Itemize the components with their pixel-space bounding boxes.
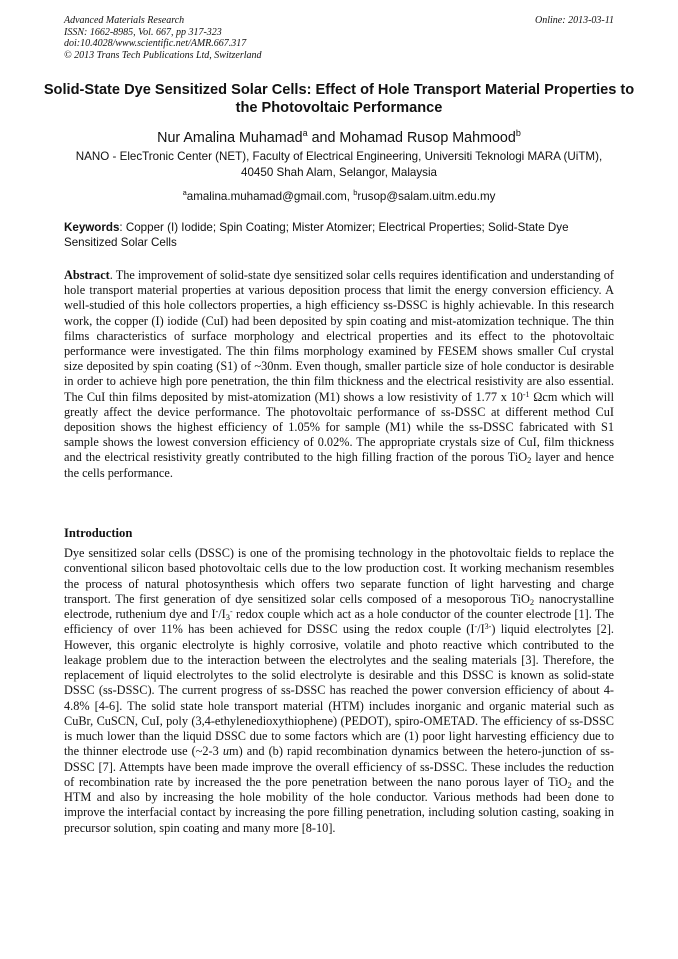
keywords-text: : Copper (I) Iodide; Spin Coating; Mister Atomizer; Electrical Properties; Solid-State Dye Sensitized Solar Cells (64, 221, 569, 249)
abstract-text: Ωcm which will greatly affect the device performance. The photovoltaic performance of ss-DSSC at different method CuI deposition shows the highest efficiency of 1.05% for sample (M1) while the ss-DSSC fabricated with S1 sample shows the lowest conversion efficiency of 0.02%. The appropriate crystals size of CuI, film thickness and the electrical resistivity greatly contributed to the high filling fraction of the porous TiO (64, 389, 614, 465)
intro-text: ) liquid electrolytes [2]. However, this organic electrolyte is highly corrosive, volatile and photo reactive which contributed to the leakage problem due to the interaction between the electrolytes and the sealing materials [3]. Therefore, the replacement of liquid electrolytes to the solid electrolyte is desirable and this DSSC is known as solid-state DSSC (ss-DSSC). The current progress of ss-DSSC has reached the power conversion efficiency of about 4-4.8% [4-6]. The solid state hole transport material (HTM) includes inorganic and organic material such as CuBr, CuSCN, CuI, poly (3,4-ethylenedioxythiophene) (PEDOT), spiro-OMETAD. The efficiency of ss-DSSC is much lower than the liquid DSSC due to some factors which are (1) poor light harvesting efficiency due to the thinner electrode use (~2-3 (64, 622, 614, 759)
subscript: 2 (527, 455, 532, 466)
journal-name: Advanced Materials Research (64, 15, 185, 26)
author-affil-mark: a (302, 128, 308, 138)
abstract-text: layer and hence the cells performance. (64, 450, 614, 480)
journal-copyright: © 2013 Trans Tech Publications Ltd, Switzerland (64, 49, 262, 61)
email-separator: , (346, 189, 354, 203)
email-link[interactable]: amalina.muhamad@gmail.com (186, 189, 347, 203)
author-name: Mohamad Rusop Mahmood (339, 129, 516, 146)
email-link[interactable]: rusop@salam.uitm.edu.my (357, 189, 496, 203)
subscript: 2 (567, 779, 572, 790)
superscript: - (474, 622, 478, 632)
unit-prefix: u (222, 744, 229, 759)
author-affil-mark: b (515, 128, 521, 138)
journal-issn: ISSN: 1662-8985, Vol. 667, pp 317-323 (64, 26, 222, 38)
affiliation: NANO - ElecTronic Center (NET), Faculty of Electrical Engineering, Universiti Teknologi MARA (UiTM), 40450 Shah Alam, Selangor, Malaysia (75, 150, 603, 179)
subscript: 3 (225, 612, 231, 622)
intro-text: m) and (b) rapid recombination dynamics between the hetero-junction of ss-DSSC [7]. Attempts have been made improve the overall efficiency of ss-DSSC. These includes the reduction of recombination rate by increased the the pore penetration between the nano porous layer of TiO (64, 744, 614, 789)
email-mark: b (353, 188, 358, 197)
online-date: Online: 2013-03-11 (535, 15, 614, 26)
journal-header (64, 15, 484, 61)
intro-text: /I (218, 607, 226, 621)
paper-title: Solid-State Dye Sensitized Solar Cells: Effect of Hole Transport Material Properties to the Photovoltaic Performance (43, 82, 635, 116)
subscript: 2 (529, 596, 535, 607)
author-connector: and (307, 129, 340, 146)
keywords (64, 221, 614, 250)
intro-text: nanocrystalline electrode, ruthenium dye and I (64, 591, 614, 621)
intro-text: redox couple which act as a hole conductor of the counter electrode [1]. The efficiency of over 11% has been achieved for DSSC using the redox couple (I (64, 607, 614, 637)
introduction-body (64, 546, 614, 836)
author-emails (64, 185, 614, 205)
superscript: - (215, 607, 219, 616)
section-heading-introduction: Introduction (64, 526, 133, 540)
superscript: 3- (484, 622, 492, 632)
abstract-text: . The improvement of solid-state dye sensitized solar cells requires identification and understanding of hole transport material properties at various deposition process that limit the energy conversion efficiency. A well-studied of this hole collectors properties, a high efficiency ss-DSSC is highly achievable. In this research work, the copper (I) iodide (CuI) had been deposited by spin coating and mist-atomization technique. The thin films characteristics of surface morphology and electrical properties and its effect to the photovoltaic performance were investigated. The thin films morphology examined by FESEM shows smaller CuI crystal size deposited by spin coating (S1) of ~30nm. Even though, smaller particle size of hole conductor is desirable in order to achieve high pore penetration, the thin film thickness and the electrical resistivity are also essential. The CuI thin films deposited by mist-atomization (M1) shows a low resistivity of 1.77 x 10 (64, 268, 614, 404)
author-name: Nur Amalina Muhamad (157, 129, 303, 146)
abstract (64, 268, 614, 481)
intro-text: /I (477, 622, 485, 637)
superscript: - (230, 607, 233, 616)
exponent: -1 (522, 389, 530, 399)
journal-doi: doi:10.4028/www.scientific.net/AMR.667.317 (64, 38, 247, 49)
abstract-label: Abstract (64, 268, 110, 282)
author-list (40, 124, 638, 147)
email-mark: a (182, 188, 187, 197)
intro-text: Dye sensitized solar cells (DSSC) is one of the promising technology in the photovoltaic fields to replace the conventional silicon based photovoltaic cells due to the low production cost. It working mechanism resembles the process of natural photosynthesis which offers two separate function of light harvesting and charge transport. The first generation of dye sensitized solar cells composed of a mesoporous TiO (64, 546, 614, 606)
intro-text: and the HTM and also by increasing the hole mobility of the hole conductor. Various methods had been done to improve the interfacial contact by increasing the pore filling penetration, including solution casting, soaking in precursor solution, spin coating and many more [8-10]. (64, 774, 614, 835)
keywords-label: Keywords (64, 221, 120, 234)
